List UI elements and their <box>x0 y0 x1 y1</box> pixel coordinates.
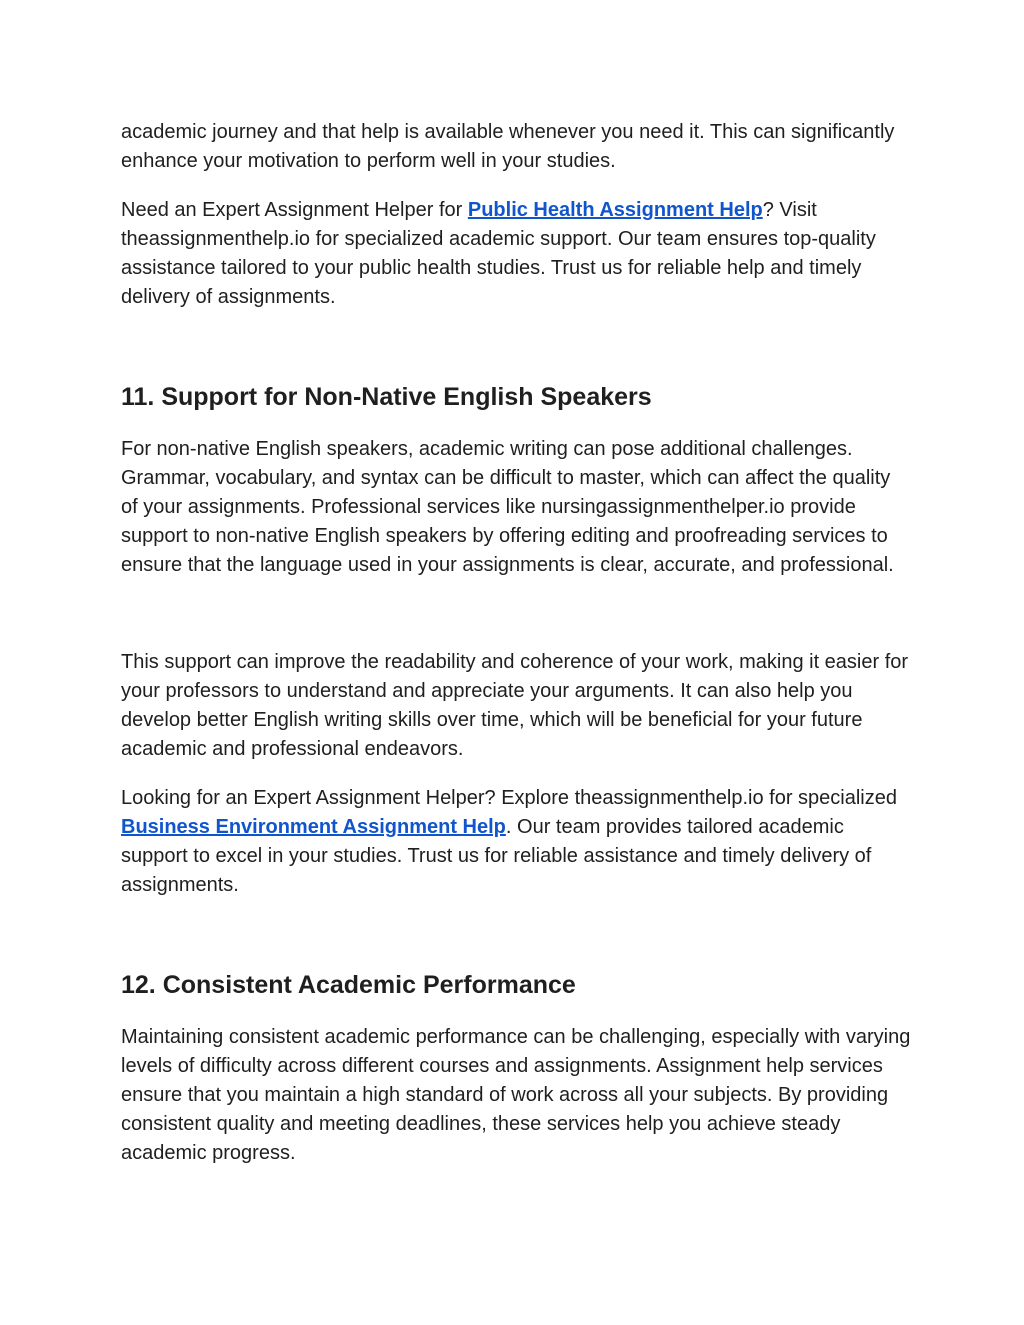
spacer <box>121 764 911 784</box>
spacer <box>121 176 911 196</box>
section-11-paragraph-1: For non-native English speakers, academic writing can pose additional challenges. Grammar, vocabulary, and syntax can be difficult to master, which can affect the quality of your assignments. Professional services like nursingassignmenthelper.io provide support to non-native English speakers by offering editing and proofreading services to ensure that the language used in your assignments is clear, accurate, and professional. <box>121 438 894 576</box>
business-environment-promo-paragraph <box>121 784 911 900</box>
public-health-assignment-help-link[interactable]: Public Health Assignment Help <box>467 199 763 221</box>
promo-text-before: Need an Expert Assignment Helper for <box>121 199 468 221</box>
spacer <box>121 580 911 648</box>
spacer <box>121 312 911 381</box>
promo-text-before: Looking for an Expert Assignment Helper? Explore theassignmenthelp.io for specialized <box>121 787 897 809</box>
document-page <box>121 118 911 1168</box>
spacer <box>121 413 911 435</box>
intro-paragraph: academic journey and that help is available whenever you need it. This can significantly enhance your motivation to perform well in your studies. <box>121 121 895 172</box>
business-environment-assignment-help-link[interactable]: Business Environment Assignment Help <box>121 816 506 838</box>
section-12-paragraph-1: Maintaining consistent academic performance can be challenging, especially with varying levels of difficulty across different courses and assignments. Assignment help services ensure that you maintain a high standard of work across all your subjects. By providing consistent quality and meeting deadlines, these services help you achieve steady academic progress. <box>121 1026 911 1164</box>
section-11-paragraph-2: This support can improve the readability and coherence of your work, making it easier for your professors to understand and appreciate your arguments. It can also help you develop better English writing skills over time, which will be beneficial for your future academic and professional endeavors. <box>121 651 909 760</box>
section-11-heading: 11. Support for Non-Native English Speakers <box>121 383 652 411</box>
public-health-promo-paragraph <box>121 196 911 312</box>
promo-text-after: . Our team provides tailored academic support to excel in your studies. Trust us for reliable assistance and timely delivery of assignments. <box>121 816 872 896</box>
section-12-heading: 12. Consistent Academic Performance <box>121 971 576 999</box>
spacer <box>121 900 911 969</box>
promo-text-after: ? Visit theassignmenthelp.io for specialized academic support. Our team ensures top-quality assistance tailored to your public health studies. Trust us for reliable help and timely delivery of assignments. <box>121 199 876 308</box>
spacer <box>121 1001 911 1023</box>
